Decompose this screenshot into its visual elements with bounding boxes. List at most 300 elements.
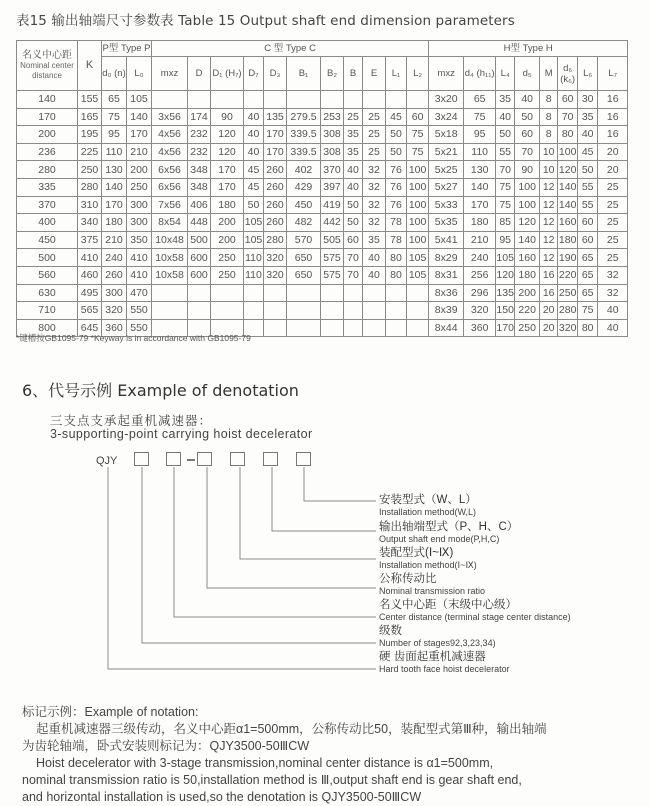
label-cn: 级数 [379,625,402,637]
table-cell [264,284,287,302]
table-cell: 448 [188,214,211,232]
code-box-center-distance [166,452,181,466]
table-cell [363,302,386,320]
table-cell: 600 [188,266,211,284]
table-cell: 75 [496,196,515,214]
subtitle-en: 3-supporting-point carrying hoist decelerator [50,427,313,441]
table-cell [386,284,407,302]
table-cell: 55 [578,178,598,196]
table-cell: 260 [264,196,287,214]
cell-center-distance: 335 [17,178,78,196]
table-cell: 320 [264,266,287,284]
table-cell: 100 [407,214,429,232]
table-cell [152,284,188,302]
table-cell: 260 [102,266,127,284]
header-type-h-col: L₇ [598,57,628,91]
table-cell: 650 [287,266,321,284]
table-cell: 495 [78,284,102,302]
table-cell [264,319,287,337]
table-cell: 7x56 [152,196,188,214]
label-hoist-type [379,651,510,674]
table-cell: 95 [464,126,496,144]
table-cell: 65 [578,266,598,284]
table-cell: 180 [558,231,578,249]
label-cn: 名义中心距（末级中心级） [379,599,517,611]
table-cell: 6x56 [152,161,188,179]
table-cell [287,284,321,302]
table-cell: 65 [578,249,598,267]
table-cell: 170 [211,178,244,196]
table-cell: 460 [78,266,102,284]
table-cell: 110 [464,143,496,161]
table-cell: 110 [244,249,264,267]
table-cell: 32 [363,178,386,196]
table-cell: 90 [515,161,540,179]
table-cell [152,302,188,320]
table-cell: 320 [464,302,496,320]
table-cell: 300 [127,214,152,232]
table-cell: 5x25 [429,161,464,179]
leader-stages [142,467,376,643]
table-cell [344,284,363,302]
table-cell [363,284,386,302]
table-cell: 240 [464,249,496,267]
table-cell: 20 [540,319,558,337]
table-cell: 100 [407,196,429,214]
table-cell [211,302,244,320]
table-cell: 75 [102,108,127,126]
table-cell: 360 [464,319,496,337]
table-cell: 120 [211,126,244,144]
table-cell: 50 [386,126,407,144]
table-cell [287,91,321,109]
table-cell: 150 [496,302,515,320]
table-cell: 170 [211,161,244,179]
table-cell: 165 [78,108,102,126]
table-row [17,266,628,284]
label-en: Number of stages92,3,23,34) [379,638,496,648]
table-cell: 402 [287,161,321,179]
cell-center-distance: 630 [17,284,78,302]
model-prefix: QJY [96,455,118,467]
header-type-h-col: d₆ (k₆) [558,57,578,91]
table-cell: 50 [578,161,598,179]
table-cell [244,302,264,320]
header-type-c-col: B₁ [287,57,321,91]
cell-center-distance: 560 [17,266,78,284]
header-type-c-col: D₃ [264,57,287,91]
table-cell: 8 [540,91,558,109]
cell-center-distance: 140 [17,91,78,109]
header-type-c-col: B₂ [321,57,344,91]
notation-cn-line2: 为齿轮轴端，卧式安装则标记为：QJY3500-50ⅢCW [22,739,310,753]
table-cell: 120 [558,161,578,179]
dimension-table [16,40,628,337]
table-cell: 8x36 [429,284,464,302]
table-cell [152,91,188,109]
table-cell: 155 [78,91,102,109]
label-output-shaft-mode [379,521,518,544]
label-stages [379,625,496,648]
table-cell: 225 [78,143,102,161]
code-box-assembly [230,452,245,466]
table-cell: 250 [211,249,244,267]
table-cell: 75 [407,126,429,144]
table-cell [264,302,287,320]
table-cell [407,284,429,302]
table-cell: 300 [102,284,127,302]
table-cell: 232 [188,126,211,144]
table-cell: 25 [598,196,628,214]
table-cell: 100 [407,161,429,179]
table-cell: 200 [211,231,244,249]
table-cell: 8 [540,126,558,144]
table-cell: 55 [496,143,515,161]
table-cell: 10x48 [152,231,188,249]
table-cell: 320 [264,249,287,267]
table-cell: 65 [464,91,496,109]
table-cell: 50 [344,214,363,232]
table-cell: 12 [540,196,558,214]
table-cell: 296 [464,284,496,302]
table-cell: 95 [496,231,515,249]
table-cell: 406 [188,196,211,214]
table-cell: 76 [386,196,407,214]
table-cell: 60 [407,108,429,126]
table-cell: 70 [515,143,540,161]
table-cell: 16 [598,108,628,126]
table-cell: 220 [558,266,578,284]
table-cell: 8x29 [429,249,464,267]
table-cell: 160 [515,249,540,267]
table-cell: 12 [540,249,558,267]
cell-center-distance: 280 [17,161,78,179]
table-cell: 50 [496,126,515,144]
table-cell: 40 [496,108,515,126]
table-cell: 505 [321,231,344,249]
table-row [17,302,628,320]
header-type-h-col: L₆ [578,57,598,91]
table-cell: 16 [540,266,558,284]
table-cell: 320 [102,302,127,320]
table-cell [344,91,363,109]
table-cell: 35 [496,91,515,109]
table-cell: 180 [464,214,496,232]
header-type-c: C 型 Type C [152,41,429,57]
table-cell: 348 [188,178,211,196]
table-cell: 350 [127,231,152,249]
label-assembly-method [379,547,477,570]
table-cell: 135 [264,108,287,126]
table-row [17,214,628,232]
table-cell: 250 [78,161,102,179]
label-center-distance [379,599,571,622]
notation-heading: 标记示例：Example of notation: [22,705,199,719]
header-type-h: H型 Type H [429,41,628,57]
table-cell: 170 [496,319,515,337]
table-cell: 120 [211,143,244,161]
table-cell: 10x58 [152,266,188,284]
table-cell: 105 [244,231,264,249]
table-cell: 339.5 [287,126,321,144]
table-cell: 40 [515,91,540,109]
table-cell: 105 [407,249,429,267]
table-cell: 320 [558,319,578,337]
table-cell: 550 [127,302,152,320]
table-cell: 12 [540,178,558,196]
leader-hoist-type [108,467,376,669]
table-cell: 50 [386,143,407,161]
leader-assembly [240,467,376,559]
table-title: 表15 输出轴端尺寸参数表 Table 15 Output shaft end dimension parameters [16,13,515,29]
table-cell: 550 [127,319,152,337]
table-cell: 135 [496,284,515,302]
table-cell: 75 [407,143,429,161]
section-title: 6、代号示例 Example of denotation [22,381,299,400]
table-cell: 442 [321,214,344,232]
header-type-h-col: d₄ (h₁₁) [464,57,496,91]
cell-center-distance: 800 [17,319,78,337]
table-cell: 575 [321,249,344,267]
table-cell: 250 [515,319,540,337]
table-cell: 348 [188,161,211,179]
table-cell: 78 [386,214,407,232]
table-cell: 105 [244,214,264,232]
table-cell [287,319,321,337]
table-cell: 360 [102,319,127,337]
table-cell: 210 [127,143,152,161]
table-cell: 308 [321,126,344,144]
table-cell: 105 [496,249,515,267]
table-cell: 16 [598,91,628,109]
table-cell: 70 [496,161,515,179]
table-cell: 410 [78,249,102,267]
table-cell: 160 [558,214,578,232]
table-cell: 565 [78,302,102,320]
table-cell: 100 [515,178,540,196]
table-cell [264,91,287,109]
table-cell [363,91,386,109]
table-row [17,231,628,249]
notation-en-line3: and horizontal installation is used,so the denotation is QJY3500-50ⅢCW [22,790,422,804]
table-cell: 35 [344,143,363,161]
header-type-c-col: E [363,57,386,91]
leader-output-shaft [272,467,376,531]
table-cell [363,319,386,337]
leader-ratio [207,467,376,588]
table-cell: 10 [540,161,558,179]
table-cell: 130 [102,161,127,179]
header-nominal-center-en1: Nominal center [20,61,74,70]
table-cell: 260 [264,178,287,196]
cell-center-distance: 710 [17,302,78,320]
header-type-h-col: mxz [429,57,464,91]
table-cell: 280 [558,302,578,320]
header-type-c-col: D₇ [244,57,264,91]
table-cell: 180 [211,196,244,214]
table-cell: 140 [102,178,127,196]
table-cell: 5x33 [429,196,464,214]
label-cn: 硬 齿面起重机减速器 [379,651,486,663]
table-cell [386,319,407,337]
table-cell: 35 [363,231,386,249]
table-cell: 339.5 [287,143,321,161]
table-cell: 40 [244,126,264,144]
table-cell: 32 [598,266,628,284]
header-type-c-col: mxz [152,57,188,91]
table-cell: 100 [407,178,429,196]
table-cell: 76 [386,161,407,179]
table-cell: 5x27 [429,178,464,196]
table-cell: 4x56 [152,126,188,144]
table-cell: 140 [558,196,578,214]
table-cell: 5x18 [429,126,464,144]
table-cell [244,91,264,109]
table-cell: 80 [578,319,598,337]
subtitle-cn: 三支点支承起重机减速器： [50,413,213,428]
table-cell: 482 [287,214,321,232]
table-cell: 40 [244,108,264,126]
table-cell: 20 [598,143,628,161]
table-cell: 170 [464,196,496,214]
table-cell: 130 [464,161,496,179]
header-type-p: P型 Type P [102,41,152,57]
label-transmission-ratio [379,573,485,596]
table-cell [321,302,344,320]
table-cell: 60 [578,214,598,232]
table-cell: 375 [78,231,102,249]
table-cell: 25 [598,249,628,267]
table-cell: 50 [515,108,540,126]
table-cell: 32 [363,161,386,179]
table-cell [386,302,407,320]
header-nominal-center [17,41,78,91]
header-type-p-col: d₀ (n) [102,57,127,91]
table-cell: 65 [102,91,127,109]
table-cell: 600 [188,249,211,267]
header-type-c-col: D [188,57,211,91]
table-cell: 75 [578,302,598,320]
notation-en-line2: nominal transmission ratio is 50,installation method is Ⅲ,output shaft end is gear shaft end, [22,773,522,787]
label-cn: 公称传动比 [379,573,437,585]
table-cell: 70 [558,108,578,126]
table-cell: 25 [363,108,386,126]
table-cell: 110 [244,266,264,284]
table-cell: 55 [578,196,598,214]
table-cell: 308 [321,143,344,161]
table-cell: 70 [344,266,363,284]
table-cell: 25 [598,231,628,249]
table-row [17,249,628,267]
table-cell: 250 [558,284,578,302]
table-cell: 8x54 [152,214,188,232]
table-cell: 12 [540,231,558,249]
table-cell: 250 [127,178,152,196]
header-type-c-col: D₁ (H₇) [211,57,244,91]
table-cell: 260 [264,214,287,232]
notation-cn-line1: 起重机减速器三级传动，名义中心距α1=500mm，公称传动比50，装配型式第Ⅲ种，输出轴端 [36,722,547,736]
header-type-h-col: M [540,57,558,91]
table-cell: 90 [211,108,244,126]
table-cell: 279.5 [287,108,321,126]
table-cell: 45 [578,143,598,161]
table-cell: 280 [264,231,287,249]
table-cell: 200 [515,284,540,302]
table-cell: 170 [264,143,287,161]
table-cell [386,91,407,109]
table-cell: 100 [558,143,578,161]
table-cell: 174 [188,108,211,126]
table-cell: 397 [321,178,344,196]
table-cell: 210 [102,231,127,249]
table-cell [188,284,211,302]
table-cell: 16 [540,284,558,302]
table-cell: 12 [540,214,558,232]
code-box-stages [134,452,149,466]
table-cell: 40 [363,266,386,284]
label-cn: 安装型式（W、L） [379,494,477,506]
header-type-p-col: L₀ [127,57,152,91]
table-cell: 8x44 [429,319,464,337]
table-cell: 76 [386,178,407,196]
table-cell: 170 [127,126,152,144]
table-cell: 419 [321,196,344,214]
table-cell [407,302,429,320]
label-en: Installation method(Ⅰ~Ⅸ) [379,560,477,570]
table-cell: 575 [321,266,344,284]
table-cell: 75 [464,108,496,126]
table-cell: 85 [496,214,515,232]
cell-center-distance: 450 [17,231,78,249]
table-cell: 25 [598,214,628,232]
table-cell: 5x41 [429,231,464,249]
table-cell [188,91,211,109]
code-box-output-shaft [263,452,278,466]
header-type-c-col: L₁ [386,57,407,91]
table-cell [407,319,429,337]
table-cell: 180 [515,266,540,284]
table-cell: 256 [464,266,496,284]
table-cell: 190 [558,249,578,267]
table-cell: 6x56 [152,178,188,196]
notation-example [22,704,642,806]
table-cell: 110 [102,143,127,161]
table-cell: 95 [102,126,127,144]
table-cell: 40 [363,249,386,267]
table-cell: 40 [344,161,363,179]
table-cell: 60 [558,91,578,109]
table-cell: 78 [386,231,407,249]
table-cell: 180 [102,214,127,232]
table-cell: 40 [244,143,264,161]
table-cell: 35 [578,108,598,126]
table-cell [287,302,321,320]
table-cell: 310 [78,196,102,214]
header-type-c-col: L₂ [407,57,429,91]
table-cell [344,319,363,337]
table-cell: 410 [127,266,152,284]
table-cell: 3x56 [152,108,188,126]
table-cell: 450 [287,196,321,214]
table-cell: 35 [344,126,363,144]
label-cn: 装配型式(Ⅰ~Ⅸ) [379,547,454,559]
table-cell: 25 [344,108,363,126]
table-cell: 40 [344,178,363,196]
table-cell: 8x39 [429,302,464,320]
table-cell: 105 [127,91,152,109]
table-cell: 40 [598,319,628,337]
header-nominal-center-cn: 名义中心距 [22,50,72,61]
